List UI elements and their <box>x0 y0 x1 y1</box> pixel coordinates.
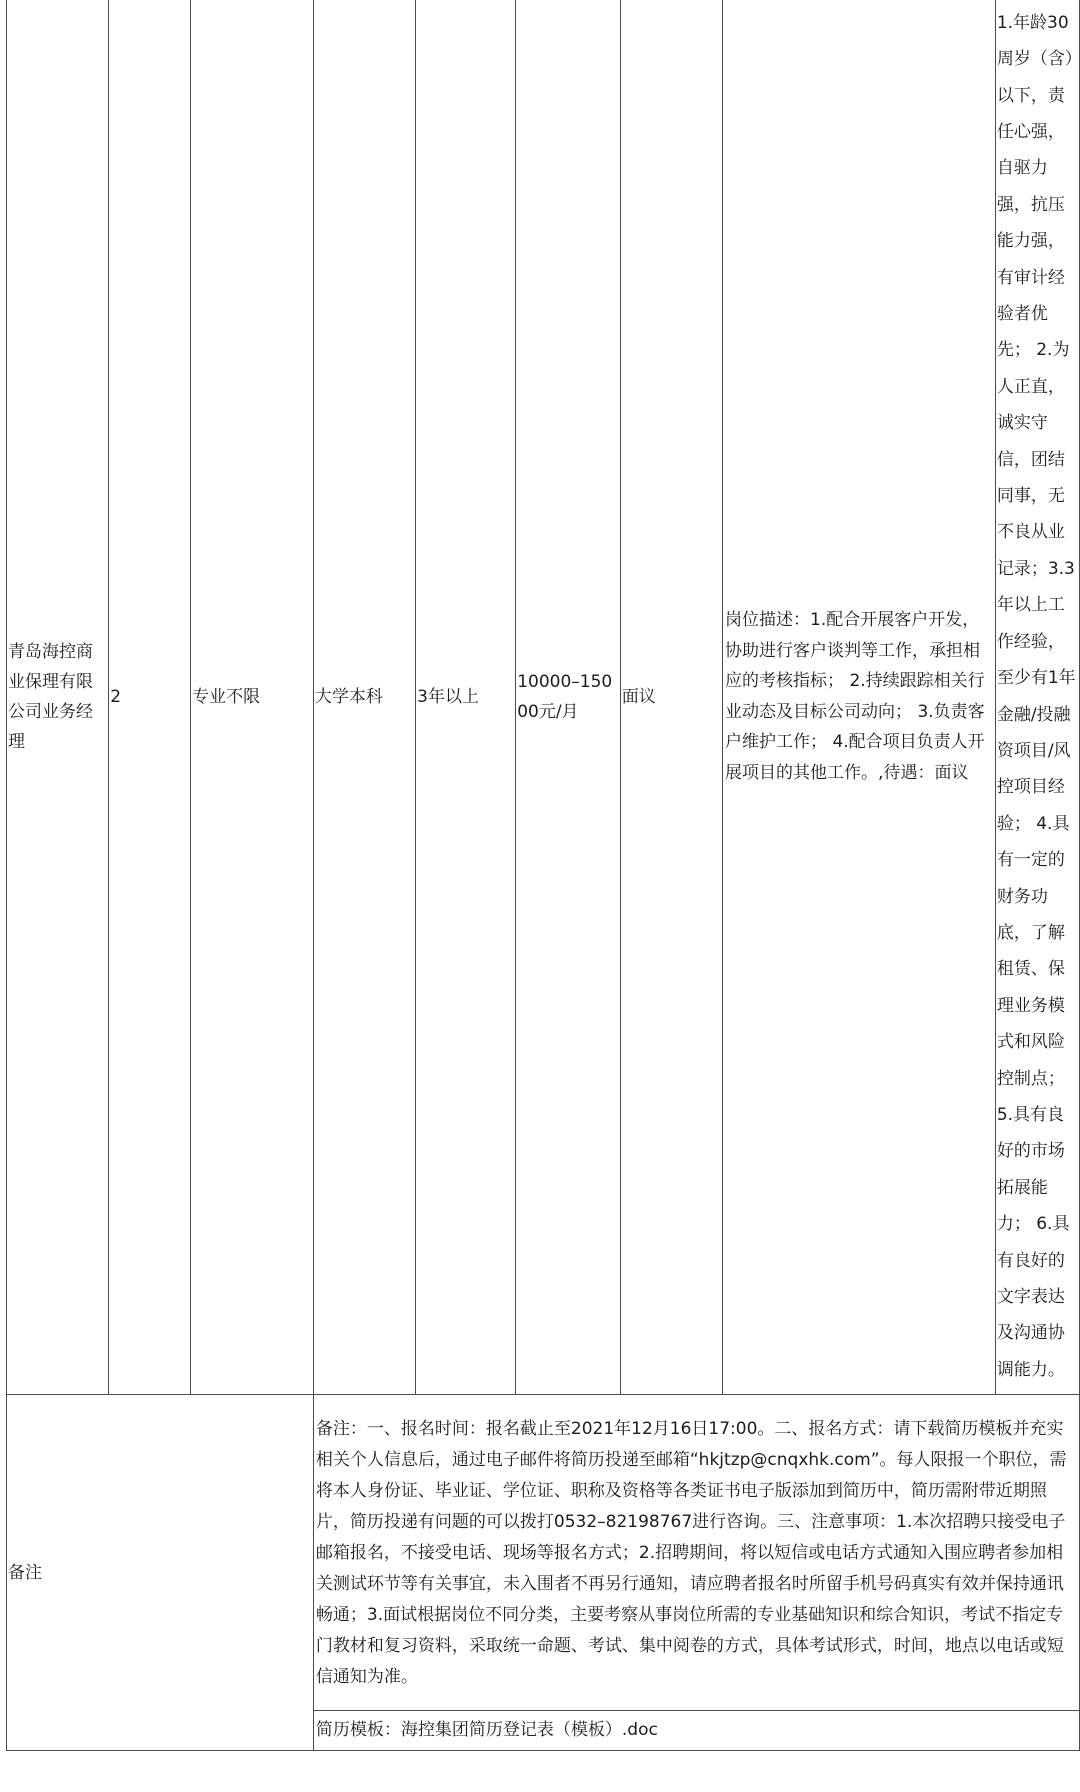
position-name: 青岛海控商业保理有限公司业务经理 <box>8 641 93 752</box>
benefits-text: 面议 <box>621 686 656 707</box>
salary-cell <box>516 0 621 1395</box>
notes-content-cell <box>313 1395 1079 1711</box>
experience-cell <box>416 0 516 1395</box>
notes-label: 备注 <box>8 1562 42 1583</box>
major-cell <box>191 0 314 1395</box>
description-cell <box>723 0 996 1395</box>
resume-template-link[interactable]: 简历模板：海控集团简历登记表（模板）.doc <box>315 1720 658 1740</box>
job-requirements: 1.年龄30周岁（含）以下，责任心强，自驱力强，抗压能力强，有审计经验者优先； 2.为人正直，诚实守信，团结同事，无不良从业记录；3.3年以上工作经验，至少有1年金融/投融资项目/风控项目经验； 4.具有一定的财务功底，了解租赁、保理业务模式和风险控制点；5.具有良好的市场拓展能力； 6.具有良好的文字表达及沟通协调能力。 <box>996 12 1076 1380</box>
position-cell <box>7 0 109 1395</box>
education-requirement: 大学本科 <box>314 686 383 707</box>
experience-requirement: 3年以上 <box>417 686 479 707</box>
notes-content: 备注：一、报名时间：报名截止至2021年12月16日17:00。二、报名方式：请下载简历模板并充实相关个人信息后，通过电子邮件将简历投递至邮箱“hkjtzp@cnqxhk.com”。每人限报一个职位，需将本人身份证、毕业证、学位证、职称及资格等各类证书电子版添加到简历中，简历需附带近期照片，简历投递有问题的可以拨打0532–82198767进行咨询。三、注意事项：1.本次招聘只接受电子邮箱报名，不接受电话、现场等报名方式；2.招聘期间，将以短信或电话方式通知入围应聘者参加相关测试环节等有关事宜，未入围者不再另行通知，请应聘者报名时所留手机号码真实有效并保持通讯畅通；3.面试根据岗位不同分类，主要考察从事岗位所需的专业基础知识和综合知识，考试不指定专门教材和复习资料，采取统一命题、考试、集中阅卷的方式，具体考试形式，时间，地点以电话或短信通知为准。 <box>315 1419 1067 1687</box>
notes-label-cell <box>7 1395 314 1751</box>
major-requirement: 专业不限 <box>192 686 261 707</box>
salary-range: 10000–15000元/月 <box>517 671 613 722</box>
benefits-cell <box>620 0 722 1395</box>
template-cell <box>313 1711 1079 1751</box>
education-cell <box>313 0 415 1395</box>
requirements-cell <box>995 0 1079 1395</box>
count-cell <box>109 0 191 1395</box>
notes-row <box>7 1395 1080 1711</box>
hiring-count: 2 <box>110 686 122 707</box>
recruitment-table <box>6 0 1080 1751</box>
job-row <box>7 0 1080 1395</box>
job-description: 岗位描述：1.配合开展客户开发，协助进行客户谈判等工作，承担相应的考核指标； 2.持续跟踪相关行业动态及目标公司动向； 3.负责客户维护工作； 4.配合项目负责人开展项目的其他工作。,待遇：面议 <box>725 610 985 783</box>
